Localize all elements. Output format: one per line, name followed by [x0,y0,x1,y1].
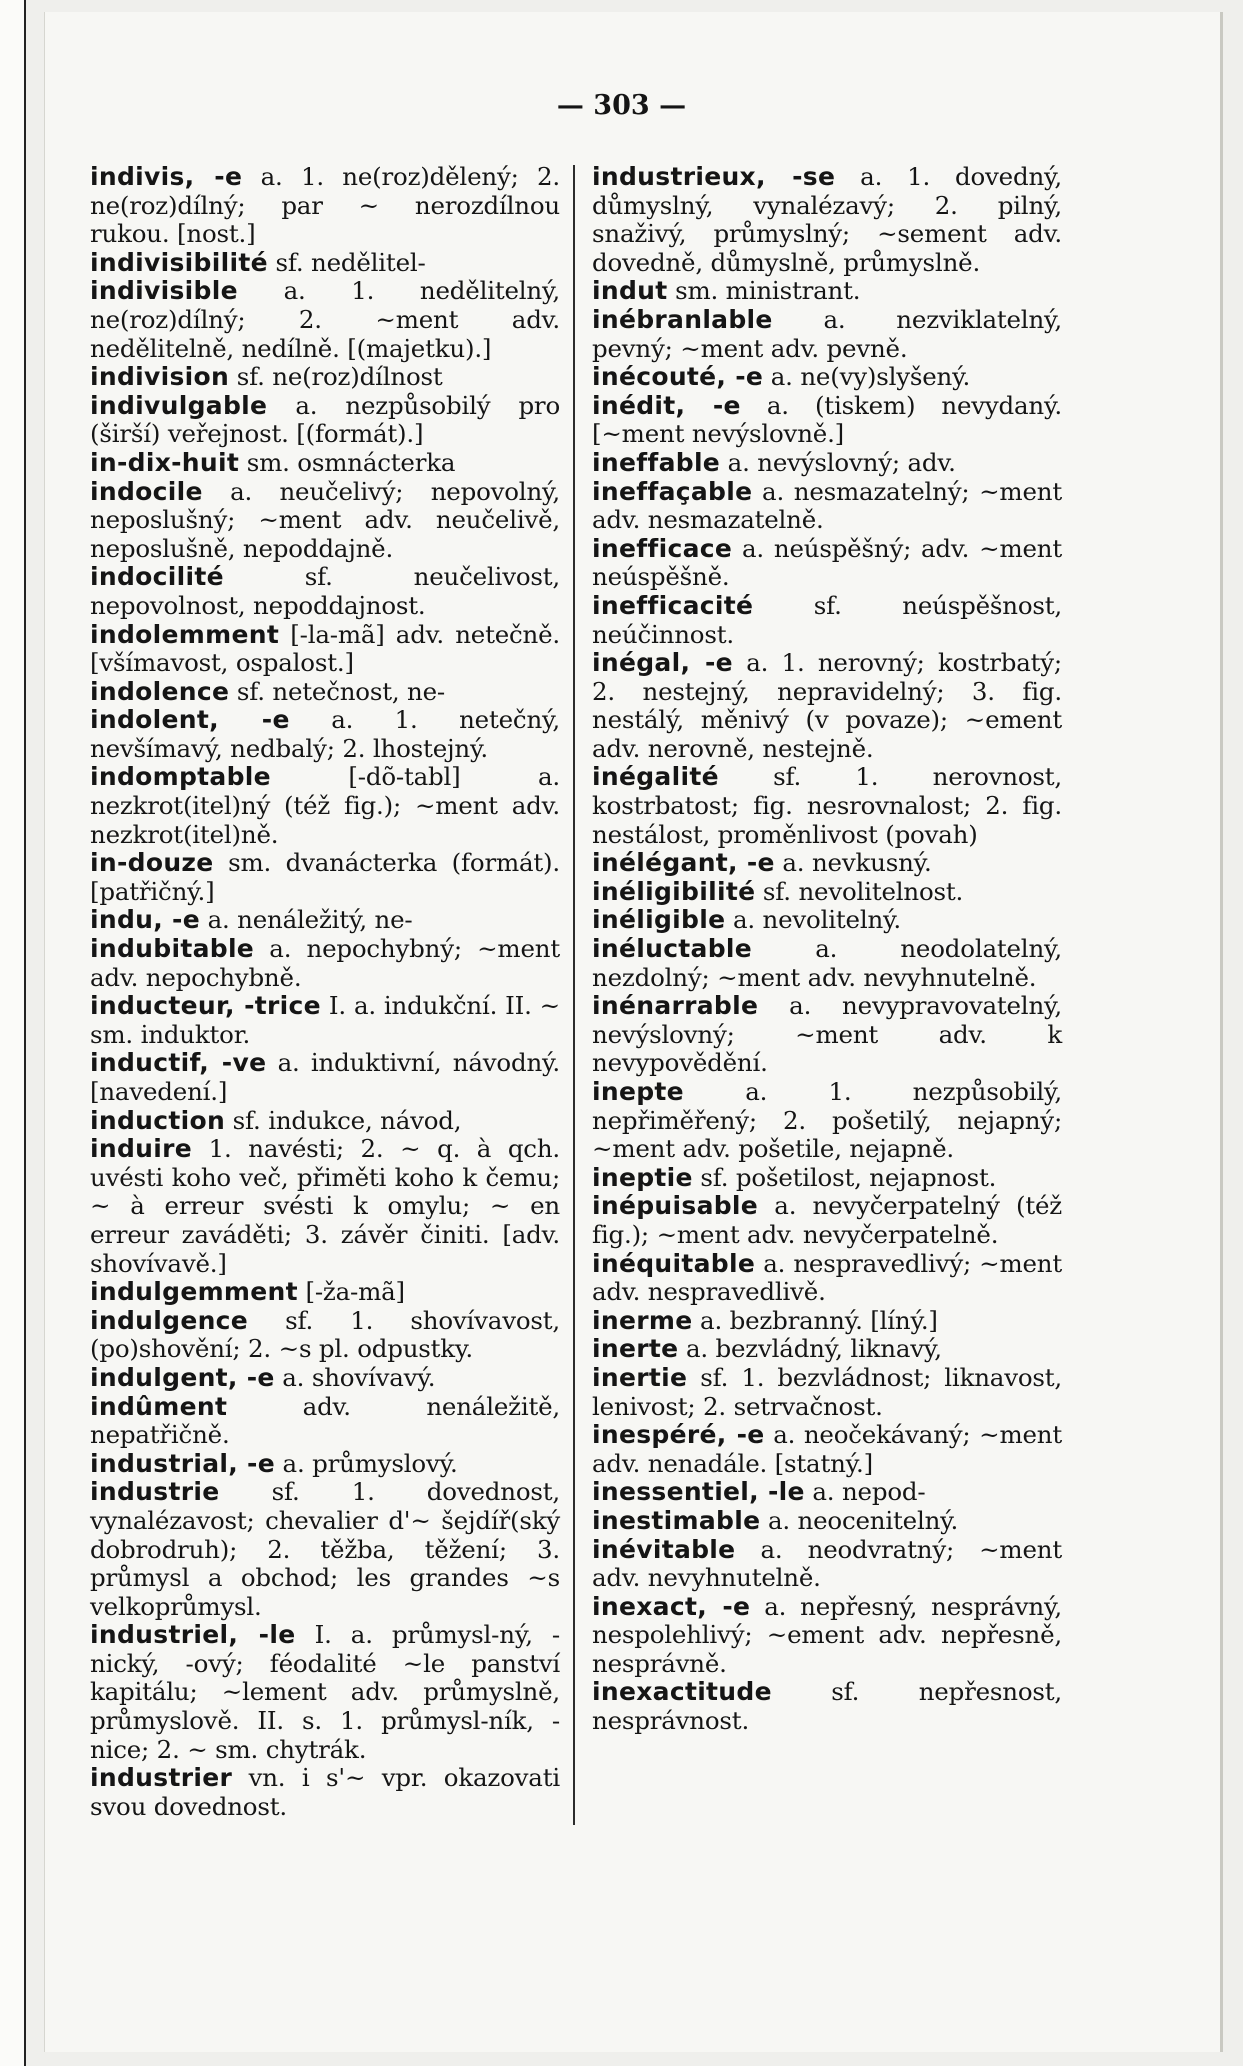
entry-definition: a. nevkusný. [774,848,932,878]
entry-headword: indivisible [90,276,238,306]
entry-headword: indu, -e [90,905,200,935]
entry-definition: a. nezpůsobilý pro (širší) veřejnost. [(formát).] [90,390,560,449]
dictionary-entry [90,849,560,906]
left-column [90,163,560,1821]
dictionary-entry [90,763,560,849]
entry-headword: indulgence [90,1305,249,1335]
dictionary-entry [90,1107,560,1136]
entry-definition: vn. i s'~ vpr. okazovati svou dovednost. [90,1763,560,1821]
entry-definition: a. nevypravovatelný, nevýslovný; ~ment adv. k nevypovědění. [592,991,1062,1078]
entry-headword: indocilité [90,562,224,592]
entry-headword: indomptable [90,762,271,792]
entry-definition: a. neodolatelný, nezdolný; ~ment adv. nevyhnutelně. [592,934,1062,992]
entry-definition: sf. neučelivost, nepovolnost, nepoddajnost. [90,562,560,620]
entry-headword: inexactitude [592,1677,772,1707]
entry-definition: a. 1. nedělitelný, ne(roz)dílný; 2. ~ment adv. nedělitelně, nedílně. [(majetku).] [90,276,560,363]
entry-definition: 1. navésti; 2. ~ q. à qch. uvésti koho več, přiměti koho k čemu; ~ à erreur svésti k omylu; ~ en erreur zaváděti; 3. závěr činiti. [adv. shovívavě.] [90,1134,560,1278]
entry-headword: inébranlable [592,304,773,334]
dictionary-entry [90,621,560,678]
entry-definition: a. 1. nezpůsobilý, nepřiměřený; 2. pošetilý, nejapný; ~ment adv. pošetile, nejapně. [592,1077,1062,1164]
right-column [592,163,1062,1736]
dictionary-entry [592,306,1062,363]
entry-headword: indivulgable [90,390,268,420]
dictionary-entry [592,1192,1062,1249]
entry-definition: a. nevyčerpatelný (též fig.); ~ment adv. nevyčerpatelně. [592,1191,1062,1249]
dictionary-entry [592,1335,1062,1364]
dictionary-entry [90,935,560,992]
entry-headword: indolemment [90,619,280,649]
entry-definition: a. nenáležitý, ne- [200,905,413,935]
entry-definition: [-dõ-tabl] a. nezkrot(itel)ný (též fig.); ~ment adv. nezkrot(itel)ně. [90,762,560,849]
dictionary-entry [592,1536,1062,1593]
dictionary-entry [90,1764,560,1821]
entry-definition: sf. nedělitel- [267,247,426,277]
entry-definition: a. 1. dovedný, důmyslný, vynalézavý; 2. pilný, snaživý, průmyslný; ~sement adv. dovedně, důmyslně, průmyslně. [592,162,1062,277]
entry-headword: inexact, -e [592,1591,751,1621]
entry-definition: a. nezviklatelný, pevný; ~ment adv. pevně. [592,304,1062,363]
dictionary-entry [90,1364,560,1393]
dictionary-entry [592,763,1062,849]
dictionary-entry [592,535,1062,592]
entry-definition: [-ža-mã] [297,1277,405,1307]
entry-headword: industrier [90,1763,233,1793]
entry-definition: sf. indukce, návod, [225,1105,462,1135]
entry-definition: a. shovívavý. [274,1362,436,1392]
entry-headword: inéligible [592,905,726,935]
entry-headword: inerme [592,1305,693,1335]
entry-headword: indocile [90,476,203,506]
entry-headword: industrie [90,1477,220,1507]
entry-headword: inédit, -e [592,390,741,420]
entry-definition: sm. dvanácterka (formát). [patřičný.] [90,848,560,906]
entry-headword: inepte [592,1077,684,1106]
entry-definition: a. nevýslovný; adv. [720,447,956,477]
dictionary-entry [592,906,1062,935]
entry-headword: inécouté, -e [592,362,764,392]
column-divider [573,165,575,1825]
previous-page-edge [0,0,26,2066]
dictionary-entry [90,478,560,564]
entry-definition: a. 1. netečný, nevšímavý, nedbalý; 2. lhostejný. [90,705,561,763]
entry-headword: indivision [90,362,230,392]
entry-headword: induire [90,1134,193,1164]
dictionary-entry [592,592,1062,649]
dictionary-entry [90,1621,560,1764]
entry-definition: a. 1. nerovný; kostrbatý; 2. nestejný, nepravidelný; 3. fig. nestálý, měnivý (v povaze); ~ement adv. nerovně, nestejně. [592,648,1062,763]
dictionary-entry [592,449,1062,478]
entry-headword: inespéré, -e [592,1420,765,1450]
entry-definition: a. 1. ne(roz)dělený; 2. ne(roz)dílný; par ~ nerozdílnou rukou. [nost.] [90,162,560,249]
dictionary-entry [592,1364,1062,1421]
entry-definition: [-la-mã] adv. netečně. [všímavost, ospalost.] [90,619,560,678]
entry-definition: I. a. průmysl-ný, -nický, -ový; féodalité ~le panství kapitálu; ~lement adv. průmyslně, průmyslově. II. s. 1. průmysl-ník, -nice; 2. ~ sm. chytrák. [90,1620,560,1764]
entry-definition: a. průmyslový. [274,1448,458,1478]
entry-definition: a. bezbranný. [líný.] [692,1305,938,1335]
dictionary-entry [90,678,560,707]
entry-headword: in-dix-huit [90,447,240,477]
entry-definition: sf. nepřesnost, nesprávnost. [592,1677,1062,1736]
entry-headword: inénarrable [592,991,759,1021]
entry-headword: indûment [90,1391,228,1421]
entry-headword: inégal, -e [592,648,733,678]
dictionary-entry [592,1250,1062,1307]
entry-headword: in-douze [90,848,214,878]
entry-definition: a. neodvratný; ~ment adv. nevyhnutelně. [592,1534,1062,1593]
entry-definition: sf. 1. bezvládnost; liknavost, lenivost; 2. setrvačnost. [592,1362,1062,1421]
dictionary-entry [592,277,1062,306]
entry-definition: sf. netečnost, ne- [229,676,446,706]
entry-definition: sf. 1. nerovnost, kostrbatost; fig. nesrovnalost; 2. fig. nestálost, proměnlivost (povah) [592,762,1062,849]
entry-headword: inévitable [592,1534,736,1564]
entry-definition: sf. nevolitelnost. [755,876,964,906]
dictionary-entry [90,1450,560,1479]
dictionary-entry [90,277,560,363]
entry-headword: ineptie [592,1162,693,1192]
dictionary-entry [592,849,1062,878]
dictionary-entry [592,1421,1062,1478]
entry-headword: industrial, -e [90,1448,275,1478]
dictionary-entry [592,163,1062,277]
dictionary-entry [90,249,560,278]
entry-definition: a. neocenitelný. [760,1505,959,1535]
dictionary-entry [592,1478,1062,1507]
entry-definition: sf. ne(roz)dílnost [229,362,443,392]
entry-definition: sf. 1. dovednost, vynalézavost; chevalier d'~ šejdíř(ský dobrodruh); 2. těžba, těžení; 3. průmysl a obchod; les grandes ~s velkoprůmysl. [90,1477,560,1621]
dictionary-entry [592,878,1062,907]
entry-headword: inéligibilité [592,876,756,906]
entry-definition: a. neučelivý; nepovolný, neposlušný; ~ment adv. neučelivě, neposlušně, nepoddajně. [90,476,560,563]
dictionary-entry [90,392,560,449]
entry-definition: a. nesmazatelný; ~ment adv. nesmazatelně. [592,476,1062,535]
entry-headword: ineffaçable [592,476,753,506]
entry-headword: inépuisable [592,1191,759,1221]
dictionary-entry [592,1164,1062,1193]
entry-headword: induction [90,1105,226,1135]
entry-definition: a. neočekávaný; ~ment adv. nenadále. [statný.] [592,1420,1062,1478]
dictionary-entry [90,1135,560,1278]
dictionary-entry [592,992,1062,1078]
entry-headword: inertie [592,1362,688,1392]
page-number: — 303 — [556,90,687,121]
entry-headword: inessentiel, -le [592,1477,805,1507]
entry-definition: a. bezvládný, liknavý, [678,1334,942,1364]
entry-headword: inestimable [592,1505,761,1535]
dictionary-entry [90,1307,560,1364]
dictionary-entry [592,478,1062,535]
entry-headword: ineffable [592,447,721,477]
entry-headword: inefficace [592,533,733,563]
entry-definition: a. neúspěšný; adv. ~ment neúspěšně. [592,533,1062,592]
entry-headword: inerte [592,1334,679,1364]
entry-headword: industriel, -le [90,1620,296,1650]
entry-headword: inéluctable [592,934,753,964]
entry-definition: a. (tiskem) nevydaný. [~ment nevýslovně.] [592,390,1062,449]
entry-definition: a. nepod- [804,1477,926,1507]
dictionary-entry [90,363,560,392]
entry-definition: sf. neúspěšnost, neúčinnost. [592,590,1062,649]
dictionary-entry [90,163,560,249]
entry-definition: I. a. indukční. II. ~ sm. induktor. [90,991,560,1049]
entry-headword: inefficacité [592,590,754,620]
dictionary-entry [592,1078,1062,1164]
entry-definition: a. nevolitelný. [725,905,902,935]
dictionary-entry [592,363,1062,392]
dictionary-entry [90,563,560,620]
dictionary-entry [592,1678,1062,1735]
dictionary-entry [592,1507,1062,1536]
entry-definition: sm. ministrant. [667,276,861,306]
entry-headword: inductif, -ve [90,1048,267,1078]
entry-definition: a. nepochybný; ~ment adv. nepochybně. [90,934,560,992]
entry-headword: industrieux, -se [592,162,836,191]
dictionary-entry [592,935,1062,992]
dictionary-entry [592,649,1062,763]
entry-headword: indubitable [90,934,255,964]
dictionary-entry [90,906,560,935]
dictionary-entry [90,1278,560,1307]
dictionary-entry [90,1393,560,1450]
entry-headword: indulgent, -e [90,1362,275,1392]
dictionary-entry [90,1049,560,1106]
entry-headword: indivis, -e [90,162,243,191]
dictionary-entry [592,1593,1062,1679]
dictionary-entry [592,1307,1062,1336]
dictionary-entry [90,1478,560,1621]
entry-headword: inégalité [592,762,719,792]
entry-definition: sf. pošetilost, nejapnost. [692,1162,997,1192]
entry-definition: adv. nenáležitě, nepatřičně. [90,1391,560,1450]
dictionary-entry [90,706,560,763]
entry-headword: indulgemment [90,1277,298,1307]
dictionary-entry [90,449,560,478]
entry-definition: sm. osmnácterka [239,447,456,477]
entry-headword: indolent, -e [90,705,290,735]
entry-definition: a. induktivní, návodný. [navedení.] [90,1048,560,1106]
dictionary-entry [592,392,1062,449]
entry-headword: inéquitable [592,1248,756,1278]
entry-headword: indolence [90,676,230,706]
entry-headword: indivisibilité [90,247,268,277]
entry-headword: inélégant, -e [592,848,775,878]
dictionary-entry [90,992,560,1049]
entry-definition: sf. 1. shovívavost, (po)shovění; 2. ~s pl. odpustky. [90,1305,560,1364]
entry-definition: a. nepřesný, nesprávný, nespolehlivý; ~ement adv. nepřesně, nesprávně. [592,1591,1062,1678]
entry-headword: inducteur, -trice [90,991,321,1021]
entry-definition: a. ne(vy)slyšený. [763,362,971,392]
entry-definition: a. nespravedlivý; ~ment adv. nespravedlivě. [592,1248,1062,1307]
entry-headword: indut [592,276,668,306]
